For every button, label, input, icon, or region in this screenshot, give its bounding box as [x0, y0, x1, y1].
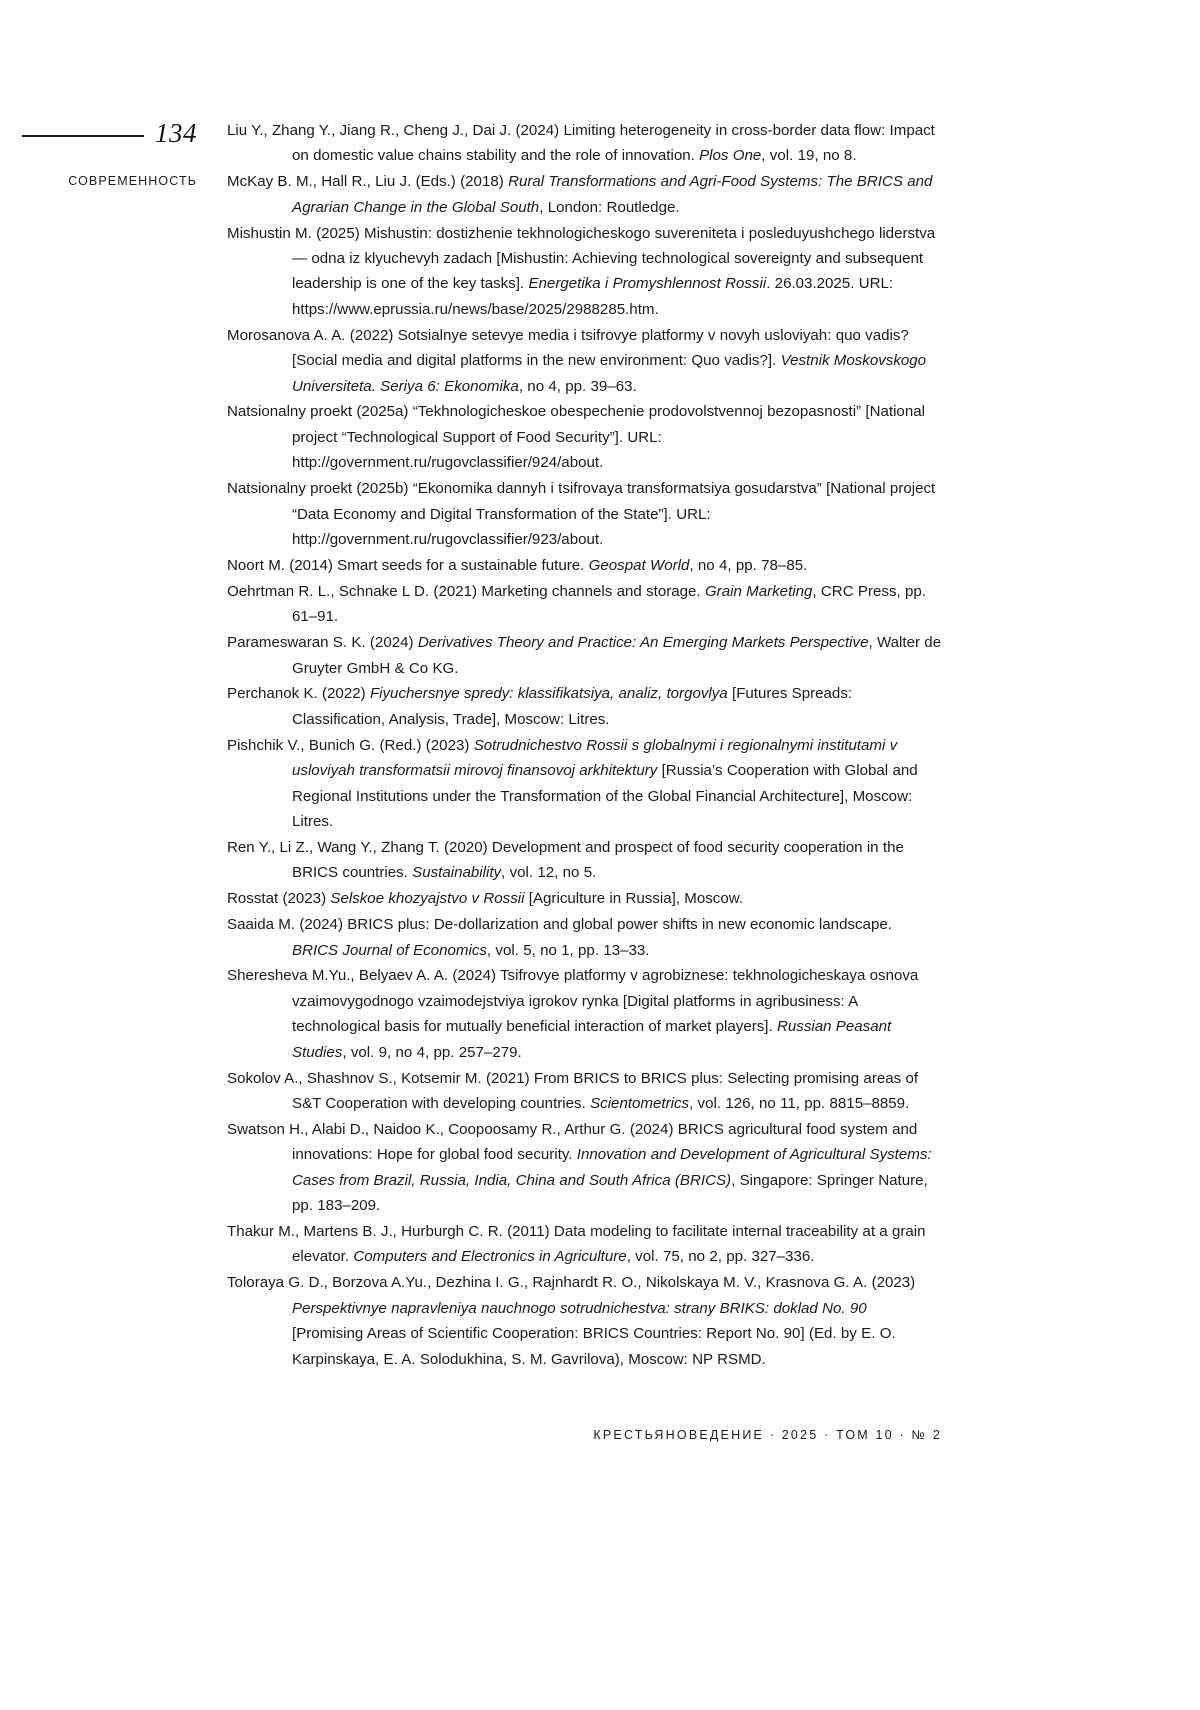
reference-entry: Pishchik V., Bunich G. (Red.) (2023) Sotrudnichestvo Rossii s globalnymi i regionalnymi institutami v usloviyah transformatsii mirovoj finansovoj arkhitektury [Russia’s Cooperation with Global and Regional Institutions under the Transformation of the Global Financial Architecture], Moscow: Litres.	[227, 736, 918, 830]
reference-entry: Rosstat (2023) Selskoe khozyajstvo v Rossii [Agriculture in Russia], Moscow.	[227, 890, 743, 908]
reference-entry: Sheresheva M.Yu., Belyaev A. A. (2024) Tsifrovye platformy v agrobiznese: tekhnologicheskaya osnova vzaimovygodnogo vzaimodejstviya igrokov rynka [Digital platforms in agribusiness: A technological basis for mutually beneficial interaction of market players]. Russian Peasant Studies, vol. 9, no 4, pp. 257–279.	[227, 967, 919, 1061]
reference-entry: Oehrtman R. L., Schnake L D. (2021) Marketing channels and storage. Grain Marketing, CRC Press, pp. 61–91.	[227, 582, 926, 626]
reference-entry: Saaida M. (2024) BRICS plus: De-dollarization and global power shifts in new economic landscape. BRICS Journal of Economics, vol. 5, no 1, pp. 13–33.	[227, 916, 892, 959]
reference-entry: Natsionalny proekt (2025b) “Ekonomika dannyh i tsifrovaya transformatsiya gosudarstva” [National project “Data Economy and Digital Transformation of the State”]. URL: http://government.ru/rugovclassifier/923/about.	[227, 480, 936, 548]
reference-entry: Mishustin M. (2025) Mishustin: dostizhenie tekhnologicheskogo suvereniteta i posleduyushchego liderstva — odna iz klyuchevyh zadach [Mishustin: Achieving technological sovereignty and subsequent leadership is one of the key tasks]. Energetika i Promyshlennost Rossii. 26.03.2025. URL: https://www.eprussia.ru/news/base/2025/2988285.htm.	[227, 224, 936, 318]
reference-entry: Parameswaran S. K. (2024) Derivatives Theory and Practice: An Emerging Markets Perspective, Walter de Gruyter GmbH & Co KG.	[227, 634, 942, 677]
section-label: СОВРЕМЕННОСТЬ	[68, 174, 197, 188]
reference-entry: Toloraya G. D., Borzova A.Yu., Dezhina I. G., Rajnhardt R. O., Nikolskaya M. V., Krasnova G. A. (2023) Perspektivnye napravleniya nauchnogo sotrudnichestva: strany BRIKS: doklad No. 90 [Promising Areas of Scientific Cooperation: BRICS Countries: Report No. 90] (Ed. by E. O. Karpinskaya, E. A. Solodukhina, S. M. Gavrilova), Moscow: NP RSMD.	[227, 1274, 916, 1368]
reference-entry: Natsionalny proekt (2025a) “Tekhnologicheskoe obespechenie prodovolstvennoj bezopasnosti” [National project “Technological Support of Food Security”]. URL: http://government.ru/rugovclassifier/924/about.	[227, 403, 925, 472]
reference-entry: Morosanova A. A. (2022) Sotsialnye setevye media i tsifrovye platformy v novyh usloviyah: quo vadis? [Social media and digital platforms in the new environment: Quo vadis?]. Vestnik Moskovskogo Universiteta. Seriya 6: Ekonomika, no 4, pp. 39–63.	[227, 326, 927, 395]
reference-list	[227, 118, 942, 1372]
reference-entry: Liu Y., Zhang Y., Jiang R., Cheng J., Dai J. (2024) Limiting heterogeneity in cross-border data flow: Impact on domestic value chains stability and the role of innovation. Plos One, vol. 19, no 8.	[227, 122, 935, 165]
reference-entry: Swatson H., Alabi D., Naidoo K., Coopoosamy R., Arthur G. (2024) BRICS agricultural food system and innovations: Hope for global food security. Innovation and Development of Agricultural Systems: Cases from Brazil, Russia, India, China and South Africa (BRICS), Singapore: Springer Nature, pp. 183–209.	[227, 1120, 932, 1215]
margin-rule-divider	[22, 135, 144, 137]
page-footer: КРЕСТЬЯНОВЕДЕНИЕ · 2025 · ТОМ 10 · № 2	[593, 1428, 942, 1442]
page-number: 134	[155, 118, 197, 148]
reference-entry: Perchanok K. (2022) Fiyuchersnye spredy: klassifikatsiya, analiz, torgovlya [Futures Spreads: Classification, Analysis, Trade], Moscow: Litres.	[227, 685, 853, 728]
reference-entry: Noort M. (2014) Smart seeds for a sustainable future. Geospat World, no 4, pp. 78–85.	[227, 556, 808, 574]
reference-entry: McKay B. M., Hall R., Liu J. (Eds.) (2018) Rural Transformations and Agri-Food Systems: The BRICS and Agrarian Change in the Global South, London: Routledge.	[227, 173, 933, 216]
reference-entry: Thakur M., Martens B. J., Hurburgh C. R. (2011) Data modeling to facilitate internal traceability at a grain elevator. Computers and Electronics in Agriculture, vol. 75, no 2, pp. 327–336.	[227, 1222, 926, 1266]
reference-entry: Sokolov A., Shashnov S., Kotsemir M. (2021) From BRICS to BRICS plus: Selecting promising areas of S&T Cooperation with developing countries. Scientometrics, vol. 126, no 11, pp. 8815–8859.	[227, 1069, 919, 1112]
reference-entry: Ren Y., Li Z., Wang Y., Zhang T. (2020) Development and prospect of food security cooperation in the BRICS countries. Sustainability, vol. 12, no 5.	[227, 838, 904, 882]
